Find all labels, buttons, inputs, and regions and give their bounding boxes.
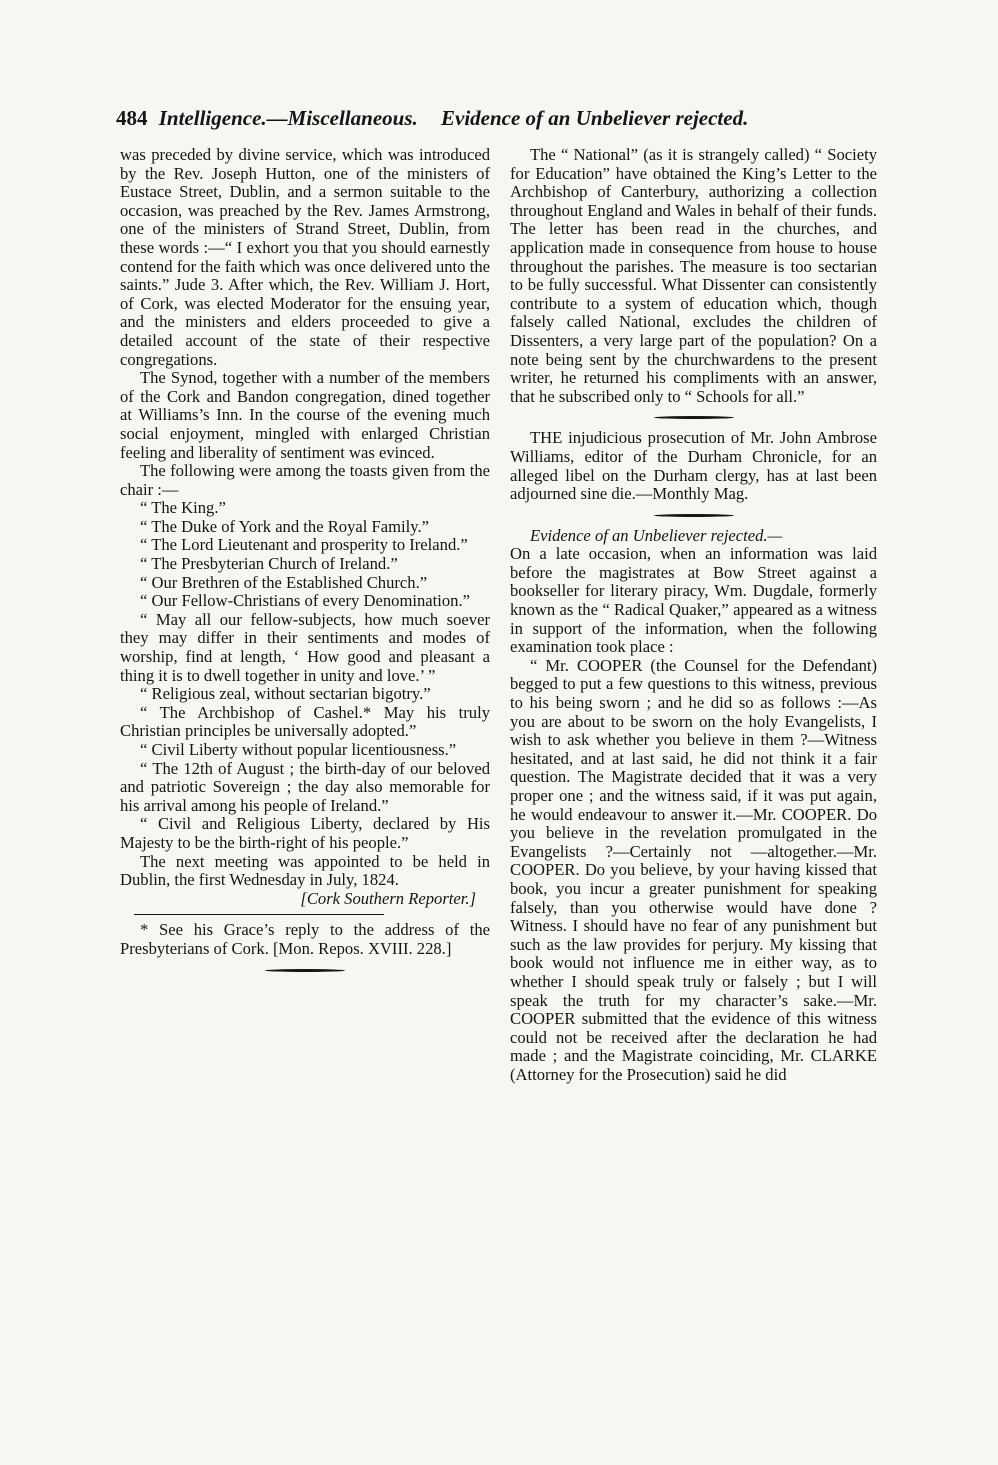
toast-item: “ The Archbishop of Cashel.* May his truly Christian principles be universally adopted.” — [120, 702, 490, 741]
source-citation: [Cork Southern Reporter.] — [300, 888, 476, 908]
article-title: Evidence of an Unbeliever rejected. — [441, 106, 749, 130]
toast-item: “ The Presbyterian Church of Ireland.” — [140, 554, 398, 574]
section-divider — [265, 969, 345, 972]
paragraph-synod-service: was preceded by divine service, which was introduced by the Rev. Joseph Hutton, one of the ministers of Eustace Street, Dublin, and a sermon suitable to the occasion, was preached by the Rev. James Armstrong, one of the ministers of Strand Street, Dublin, from these words :—“ I exhort you that you should earnestly contend for the faith which was once delivered unto the saints.” Jude 3. After which, the Rev. William J. Hort, of Cork, was elected Moderator for the ensuing year, and the ministers and elders proceeded to give a detailed account of the state of their respective congregations. — [120, 145, 490, 369]
toast-item: “ The 12th of August ; the birth-day of our beloved and patriotic Sovereign ; the day also memorable for his arrival among his people of Ireland.” — [120, 758, 490, 815]
toast-item: “ The Duke of York and the Royal Family.” — [140, 516, 429, 536]
left-column — [120, 146, 490, 982]
evidence-heading: Evidence of an Unbeliever rejected.— — [530, 525, 783, 545]
toast-item: “ Civil and Religious Liberty, declared by His Majesty to be the birth-right of his people.” — [120, 814, 490, 852]
section-title: Intelligence.—Miscellaneous. — [158, 106, 418, 130]
paragraph-synod-dinner: The Synod, together with a number of the members of the Cork and Bandon congregation, dined together at Williams’s Inn. In the course of the evening much social enjoyment, mingled with enlarged Christian feeling and liberality of sentiment was evinced. — [120, 368, 490, 462]
paragraph-national-society: The “ National” (as it is strangely called) “ Society for Education” have obtained the King’s Letter to the Archbishop of Canterbury, authorizing a collection throughout England and Wales in behalf of their funds. The letter has been read in the churches, and application made in consequence from house to house throughout the parishes. The measure is too sectarian to be fully successful. What Dissenter can consistently contribute to a system of education which, though falsely called National, excludes the children of Dissenters, a very large part of the population? On a note being sent by the churchwardens to the present writer, he returned his compliments with an answer, that he subscribed only to “ Schools for all.” — [510, 145, 877, 406]
right-column — [510, 146, 877, 1085]
paragraph-evidence-intro: On a late occasion, when an information was laid before the magistrates at Bow Street against a bookseller for literary piracy, Wm. Dugdale, formerly known as the “ Radical Quaker,” appeared as a witness in support of the information, when the following examination took place : — [510, 544, 877, 657]
toast-item: “ Religious zeal, without sectarian bigotry.” — [140, 684, 431, 704]
paragraph-next-meeting: The next meeting was appointed to be held in Dublin, the first Wednesday in July, 1824. — [120, 851, 490, 890]
paragraph-toasts-intro: The following were among the toasts given from the chair :— — [120, 461, 490, 499]
footnote-rule — [134, 914, 384, 915]
footnote: * See his Grace’s reply to the address of the Presbyterians of Cork. [Mon. Repos. XVIII. 228.] — [120, 920, 490, 958]
toast-item: “ May all our fellow-subjects, how much soever they may differ in their sentiments and modes of worship, find at length, ‘ How good and pleasant a thing it is to dwell together in unity and love.’ ” — [120, 609, 490, 685]
toast-item: “ Our Brethren of the Established Church.” — [140, 572, 428, 592]
page-number: 484 — [116, 106, 148, 130]
toast-item: “ The Lord Lieutenant and prosperity to Ireland.” — [140, 535, 468, 555]
toast-item: “ Civil Liberty without popular licentiousness.” — [140, 740, 457, 759]
section-divider — [654, 514, 734, 517]
paragraph-prosecution: THE injudicious prosecution of Mr. John Ambrose Williams, editor of the Durham Chronicle, for an alleged libel on the Durham clergy, has at last been adjourned sine die.—Monthly Mag. — [510, 428, 877, 504]
toast-item: “ Our Fellow-Christians of every Denomination.” — [140, 591, 470, 611]
paragraph-evidence-examination: “ Mr. COOPER (the Counsel for the Defendant) begged to put a few questions to this witness, previous to his being sworn ; and he did so as follows :—As you are about to be sworn on the holy Evangelists, I wish to ask whether you believe in them ?—Witness hesitated, and at last said, he did not think it a fair question. The Magistrate decided that it was a very proper one ; and the witness said, if it was put again, he would endeavour to answer it.—Mr. COOPER. Do you believe in the revelation promulgated in the Evangelists ?—Certainly not —altogether.—Mr. COOPER. Do you believe, by your having kissed that book, you incur a greater punishment for speaking falsely, than you otherwise would have done ? Witness. I should have no fear of any punishment but such as the law provides for perjury. My kissing that book would not influence me in either way, as to whether I should speak truly or falsely ; but I will speak the truth for my character’s sake.—Mr. COOPER submitted that the evidence of this witness could not be received after the declaration he had made ; and the Magistrate coinciding, Mr. CLARKE (Attorney for the Prosecution) said he did — [510, 655, 877, 1084]
toast-item: “ The King.” — [140, 498, 226, 518]
running-head — [116, 106, 876, 131]
section-divider — [654, 416, 734, 419]
